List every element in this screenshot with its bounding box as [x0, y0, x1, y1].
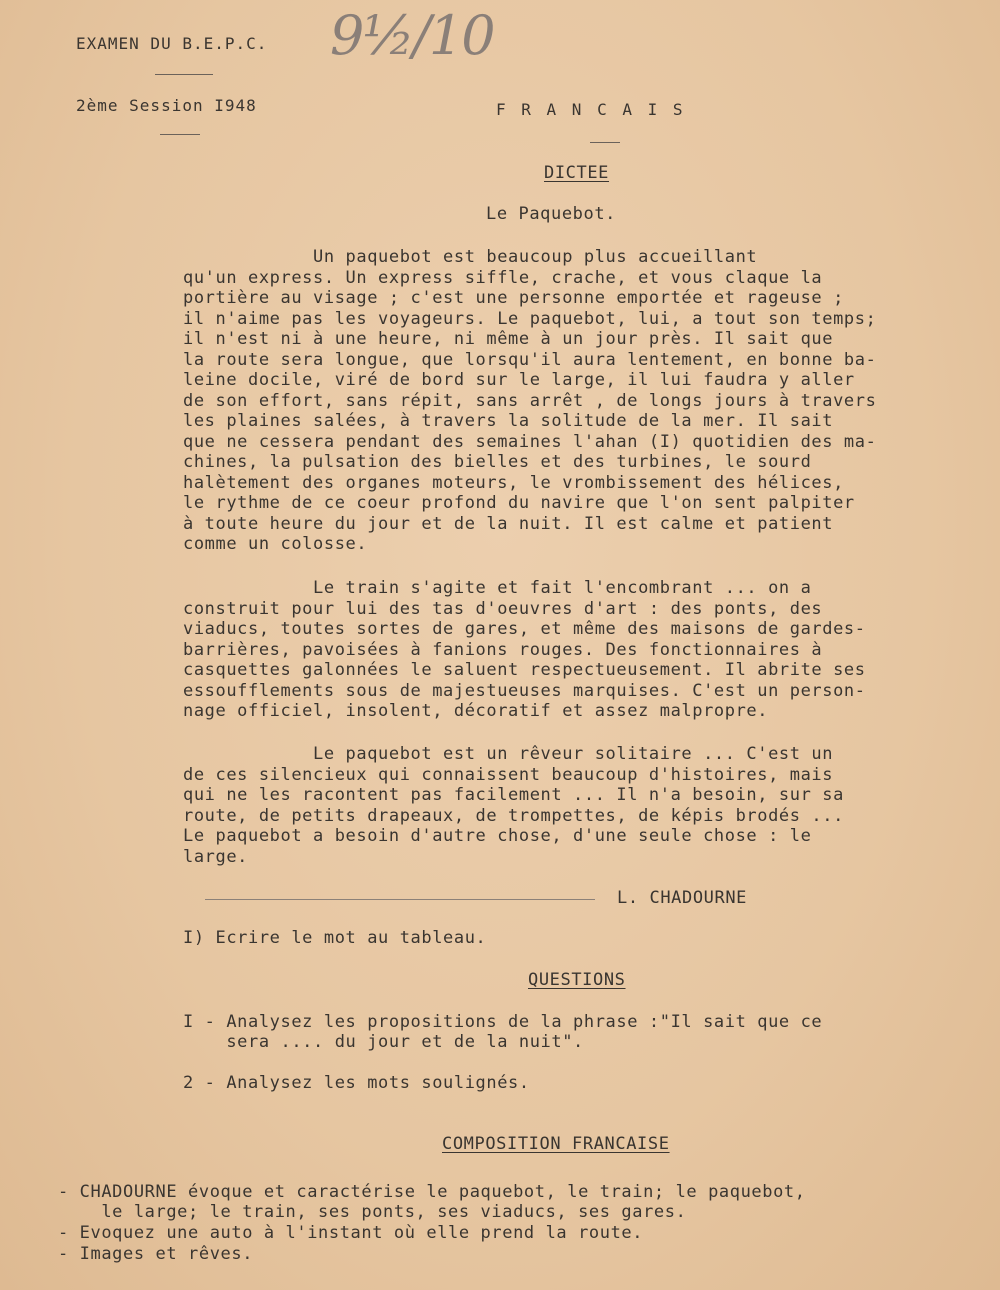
- text-line: de son effort, sans répit, sans arrêt , de longs jours à travers: [183, 390, 877, 411]
- text-line: il n'aime pas les voyageurs. Le paquebot, lui, a tout son temps;: [183, 308, 877, 329]
- text-line: large.: [183, 846, 249, 867]
- composition-heading: COMPOSITION FRANCAISE: [442, 1134, 670, 1154]
- text-line: que ne cessera pendant des semaines l'ahan (I) quotidien des ma-: [183, 431, 877, 452]
- subject-rule: [590, 142, 620, 143]
- text-line: le rythme de ce coeur profond du navire que l'on sent palpiter: [183, 493, 855, 513]
- text-line: route, de petits drapeaux, de trompettes, de képis brodés ...: [183, 805, 844, 826]
- text-line: qu'un express. Un express siffle, crache, et vous claque la: [183, 267, 823, 288]
- composition-line: - Images et rêves.: [58, 1244, 254, 1264]
- header-rule-left: [160, 134, 200, 135]
- text-line: leine docile, viré de bord sur le large, il lui faudra y aller: [183, 370, 855, 390]
- text-line: Le train s'agite et fait l'encombrant ... on a: [183, 578, 812, 598]
- composition-line: - Evoquez une auto à l'instant où elle prend la route.: [58, 1223, 644, 1243]
- text-line: Un paquebot est beaucoup plus accueillant: [183, 247, 758, 267]
- text-line: qui ne les racontent pas facilement ... Il n'a besoin, sur sa: [183, 785, 844, 805]
- text-line: nage officiel, insolent, décoratif et assez malpropre.: [183, 701, 769, 721]
- paragraph-3: [183, 744, 983, 867]
- text-line: chines, la pulsation des bielles et des turbines, le sourd: [183, 452, 812, 472]
- paragraph-1: [183, 247, 983, 555]
- text-line: les plaines salées, à travers la solitude de la mer. Il sait: [183, 411, 834, 431]
- dictee-title: Le Paquebot.: [486, 204, 617, 224]
- subject-title: F R A N C A I S: [496, 100, 686, 119]
- composition-line: le large; le train, ses ponts, ses viaducs, ses gares.: [58, 1202, 687, 1222]
- text-line: à toute heure du jour et de la nuit. Il est calme et patient: [183, 513, 834, 534]
- exam-title: EXAMEN DU B.E.P.C.: [76, 34, 268, 53]
- header-rule: [155, 74, 213, 75]
- paragraph-2: [183, 578, 983, 722]
- text-line: viaducs, toutes sortes de gares, et même des maisons de gardes-: [183, 619, 866, 639]
- text-line: essoufflements sous de majestueuses marquises. C'est un person-: [183, 680, 866, 701]
- author-signature: L. CHADOURNE: [617, 888, 748, 908]
- handwritten-grade: 9½/10: [330, 4, 494, 67]
- text-line: de ces silencieux qui connaissent beaucoup d'histoires, mais: [183, 764, 834, 785]
- footnote: I) Ecrire le mot au tableau.: [183, 928, 487, 948]
- question-1-line-1: I - Analysez les propositions de la phrase :"Il sait que ce: [183, 1012, 823, 1032]
- text-line: Le paquebot est un rêveur solitaire ... C'est un: [183, 744, 834, 764]
- question-1-line-2: sera .... du jour et de la nuit".: [183, 1032, 584, 1052]
- text-line: portière au visage ; c'est une personne emportée et rageuse ;: [183, 288, 844, 308]
- text-line: il n'est ni à une heure, ni même à un jour près. Il sait que: [183, 329, 834, 349]
- text-line: la route sera longue, que lorsqu'il aura lentement, en bonne ba-: [183, 349, 877, 370]
- composition-line: - CHADOURNE évoque et caractérise le paquebot, le train; le paquebot,: [58, 1182, 806, 1202]
- text-line: barrières, pavoisées à fanions rouges. Des fonctionnaires à: [183, 639, 823, 660]
- text-line: Le paquebot a besoin d'autre chose, d'une seule chose : le: [183, 826, 812, 846]
- dashed-rule: [205, 899, 595, 900]
- text-line: casquettes galonnées le saluent respectueusement. Il abrite ses: [183, 660, 866, 680]
- session-label: 2ème Session I948: [76, 96, 257, 115]
- text-line: construit pour lui des tas d'oeuvres d'art : des ponts, des: [183, 598, 823, 619]
- question-2: 2 - Analysez les mots soulignés.: [183, 1073, 530, 1093]
- text-line: comme un colosse.: [183, 534, 368, 554]
- questions-heading: QUESTIONS: [528, 970, 626, 990]
- dictee-heading: DICTEE: [544, 163, 610, 183]
- text-line: halètement des organes moteurs, le vrombissement des hélices,: [183, 472, 844, 493]
